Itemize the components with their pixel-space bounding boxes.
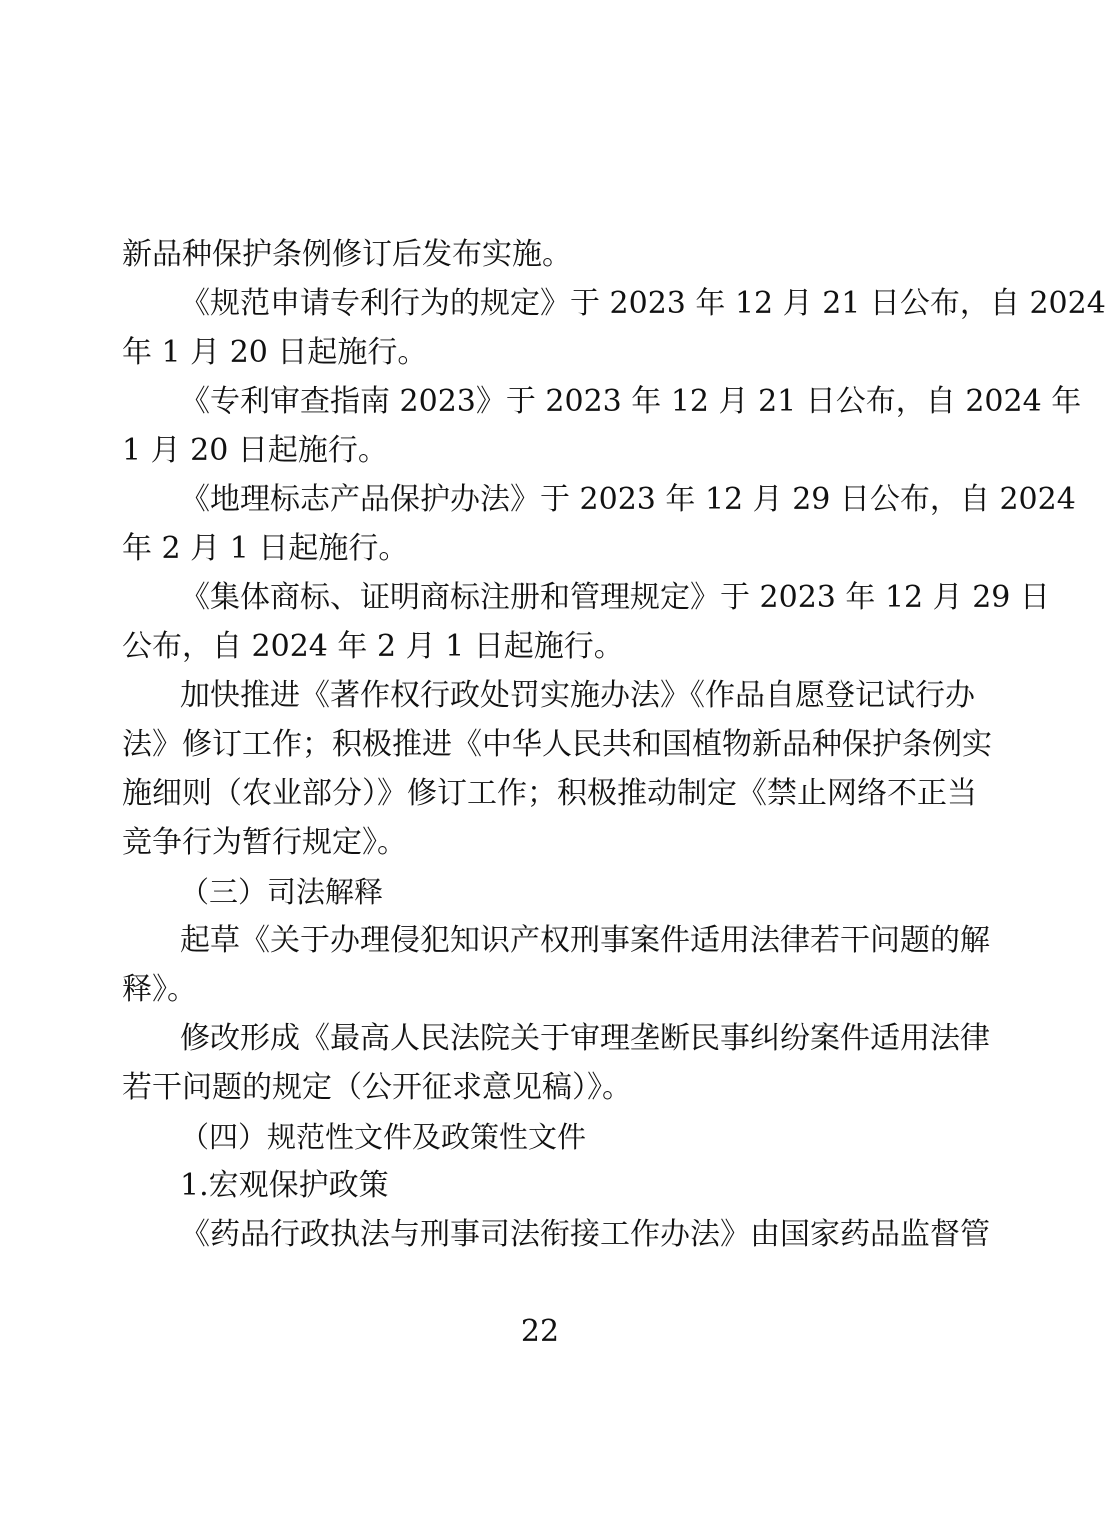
text-line: 施细则（农业部分）》修订工作；积极推动制定《禁止网络不正当 [122, 776, 977, 811]
text-line: 法》修订工作；积极推进《中华人民共和国植物新品种保护条例实 [122, 727, 992, 762]
text-line: 《药品行政执法与刑事司法衔接工作办法》由国家药品监督管 [180, 1217, 990, 1252]
text-line: 年 2 月 1 日起施行。 [122, 531, 409, 566]
text-line: 公布，自 2024 年 2 月 1 日起施行。 [122, 629, 624, 664]
text-line: 竞争行为暂行规定》。 [122, 825, 407, 860]
text-line: 新品种保护条例修订后发布实施。 [122, 237, 572, 272]
text-line: 1 月 20 日起施行。 [122, 433, 388, 468]
text-line: 《集体商标、证明商标注册和管理规定》于 2023 年 12 月 29 日 [180, 580, 1050, 615]
text-line: 修改形成《最高人民法院关于审理垄断民事纠纷案件适用法律 [180, 1021, 990, 1056]
text-line: 年 1 月 20 日起施行。 [122, 335, 428, 370]
text-line: 《地理标志产品保护办法》于 2023 年 12 月 29 日公布，自 2024 [180, 482, 1076, 517]
section-heading: （四）规范性文件及政策性文件 [180, 1120, 587, 1154]
text-line: 加快推进《著作权行政处罚实施办法》《作品自愿登记试行办 [180, 678, 975, 713]
page-number: 22 [520, 1314, 560, 1349]
text-line: 若干问题的规定（公开征求意见稿）》。 [122, 1070, 632, 1105]
text-line: 《专利审查指南 2023》于 2023 年 12 月 21 日公布，自 2024 年 [180, 384, 1082, 419]
section-heading: （三）司法解释 [180, 875, 384, 909]
text-line: 《规范申请专利行为的规定》于 2023 年 12 月 21 日公布，自 2024 [180, 286, 1106, 321]
text-line: 释》。 [122, 972, 197, 1007]
text-line: 起草《关于办理侵犯知识产权刑事案件适用法律若干问题的解 [180, 923, 990, 958]
subsection-heading: 1.宏观保护政策 [180, 1168, 389, 1203]
